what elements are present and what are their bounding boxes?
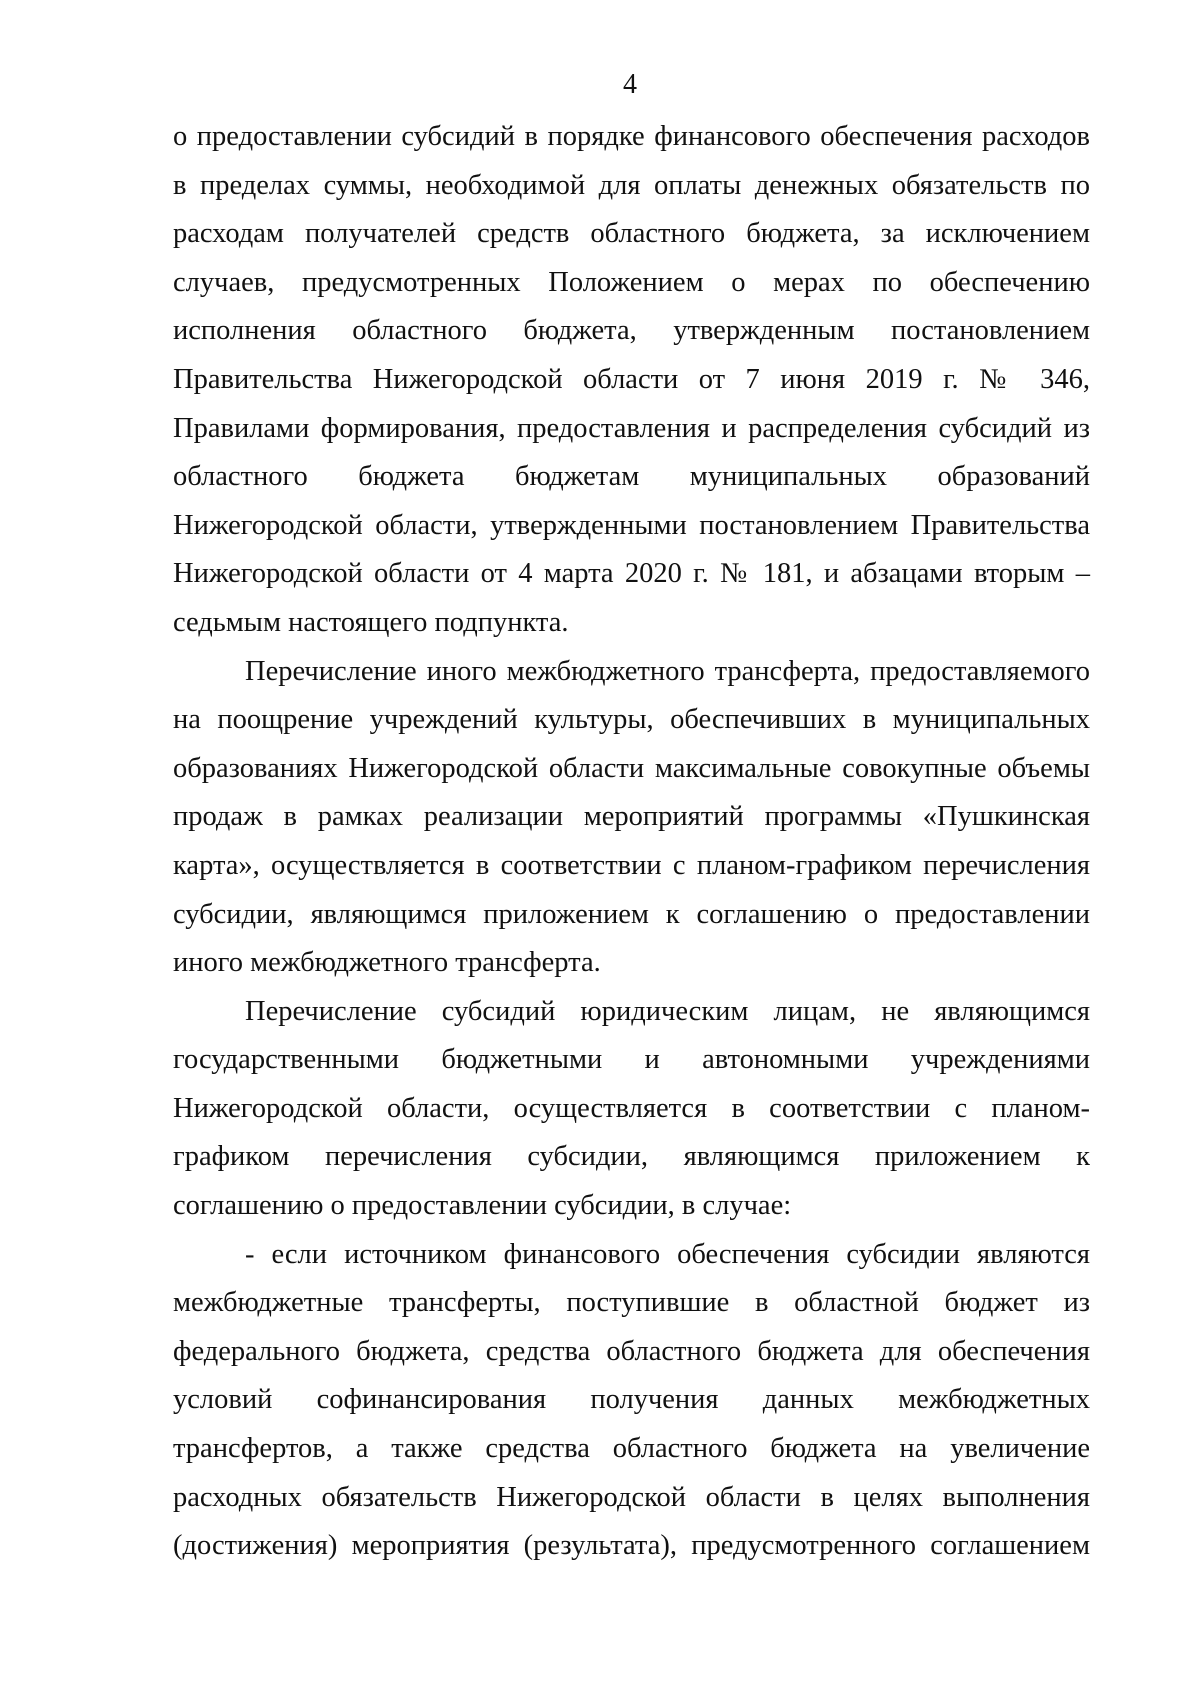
paragraph-federal-transfers-condition: - если источником финансового обеспечения субсидии являются межбюджетные трансферты, поступившие в областной бюджет из федерального бюджета, средства областного бюджета для обеспечения условий софинансирования получения данных межбюджетных трансфертов, а также средства областного бюджета на увеличение расходных обязательств Нижегородской области в целях выполнения (достижения) мероприятия (результата), предусмотренного соглашением (173, 1238, 1090, 1562)
paragraph-legal-entities-subsidies: Перечисление субсидий юридическим лицам, не являющимся государственными бюджетными и автономными учреждениями Нижегородской области, осуществляется в соответствии с планом-графиком перечисления субсидии, являющимся приложением к соглашению о предоставлении субсидии, в случае: (173, 995, 1090, 1222)
page-number: 4 (623, 69, 637, 100)
document-body (173, 113, 1090, 1571)
paragraph-continuation: о предоставлении субсидий в порядке финансового обеспечения расходов в пределах суммы, необходимой для оплаты денежных обязательств по расходам получателей средств областного бюджета, за исключением случаев, предусмотренных Положением о мерах по обеспечению исполнения областного бюджета, утвержденным постановлением Правительства Нижегородской области от 7 июня 2019 г. № 346, Правилами формирования, предоставления и распределения субсидий из областного бюджета бюджетам муниципальных образований Нижегородской области, утвержденными постановлением Правительства Нижегородской области от 4 марта 2020 г. № 181, и абзацами вторым – седьмым настоящего подпункта. (173, 121, 1090, 638)
paragraph-interbudget-transfer: Перечисление иного межбюджетного трансферта, предоставляемого на поощрение учреждений культуры, обеспечивших в муниципальных образованиях Нижегородской области максимальные совокупные объемы продаж в рамках реализации мероприятий программы «Пушкинская карта», осуществляется в соответствии с планом-графиком перечисления субсидии, являющимся приложением к соглашению о предоставлении иного межбюджетного трансферта. (173, 655, 1090, 979)
